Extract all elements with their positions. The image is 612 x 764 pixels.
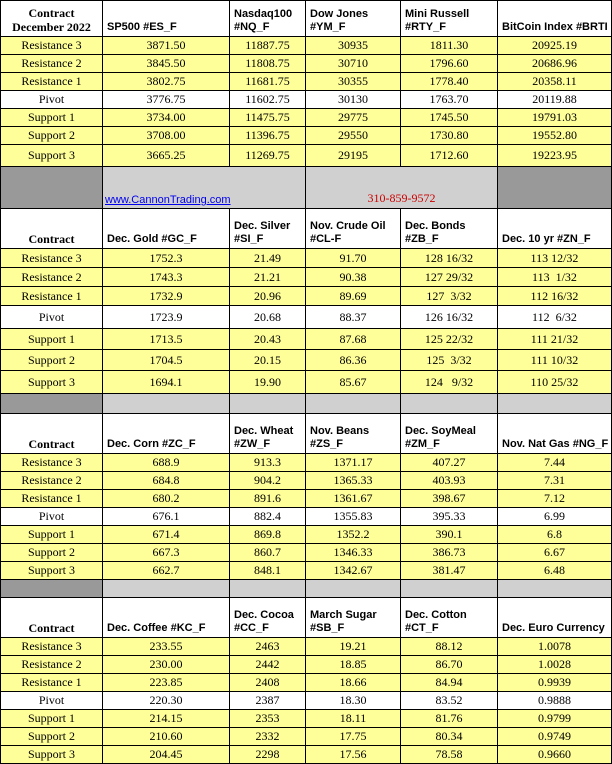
level-value: 112 6/32 bbox=[498, 306, 612, 329]
level-value: 0.9799 bbox=[498, 710, 612, 728]
level-value: 407.27 bbox=[401, 454, 498, 472]
level-value: 3871.50 bbox=[103, 37, 230, 55]
level-value: 2387 bbox=[230, 692, 306, 710]
level-value: 90.38 bbox=[306, 268, 401, 287]
level-value: 21.49 bbox=[230, 249, 306, 268]
level-value: 124 9/32 bbox=[401, 371, 498, 394]
level-value: 126 16/32 bbox=[401, 306, 498, 329]
level-value: 0.9749 bbox=[498, 728, 612, 746]
section-header-row bbox=[1, 598, 612, 638]
level-label: Support 2 bbox=[1, 544, 103, 562]
level-value: 860.7 bbox=[230, 544, 306, 562]
contract-header-cell bbox=[1, 209, 103, 249]
level-value: 1811.30 bbox=[401, 37, 498, 55]
level-value: 1712.60 bbox=[401, 145, 498, 167]
level-value: 1.0028 bbox=[498, 656, 612, 674]
level-value: 684.8 bbox=[103, 472, 230, 490]
level-row bbox=[1, 638, 612, 656]
section-header-row bbox=[1, 209, 612, 249]
level-row bbox=[1, 692, 612, 710]
level-row bbox=[1, 526, 612, 544]
level-value: 11602.75 bbox=[230, 91, 306, 109]
level-value: 3734.00 bbox=[103, 109, 230, 127]
level-value: 848.1 bbox=[230, 562, 306, 580]
instrument-header: Dec. 10 yr #ZN_F bbox=[498, 209, 612, 249]
instrument-header: Dec. Euro Currency bbox=[498, 598, 612, 638]
level-value: 2332 bbox=[230, 728, 306, 746]
level-value: 3802.75 bbox=[103, 73, 230, 91]
level-value: 220.30 bbox=[103, 692, 230, 710]
level-value: 882.4 bbox=[230, 508, 306, 526]
section-separator bbox=[1, 580, 612, 598]
level-value: 29195 bbox=[306, 145, 401, 167]
contract-label: Contract bbox=[28, 6, 75, 20]
level-value: 204.45 bbox=[103, 746, 230, 764]
level-value: 88.12 bbox=[401, 638, 498, 656]
level-row bbox=[1, 55, 612, 73]
level-value: 128 16/32 bbox=[401, 249, 498, 268]
contract-label: Contract bbox=[28, 232, 75, 246]
level-value: 18.66 bbox=[306, 674, 401, 692]
level-value: 6.67 bbox=[498, 544, 612, 562]
level-label: Pivot bbox=[1, 306, 103, 329]
level-label: Resistance 3 bbox=[1, 638, 103, 656]
level-value: 11681.75 bbox=[230, 73, 306, 91]
level-value: 113 1/32 bbox=[498, 268, 612, 287]
instrument-header: Dec. Wheat #ZW_F bbox=[230, 414, 306, 454]
level-value: 20.68 bbox=[230, 306, 306, 329]
level-value: 11808.75 bbox=[230, 55, 306, 73]
instrument-header: Dec. Silver #SI_F bbox=[230, 209, 306, 249]
level-value: 7.12 bbox=[498, 490, 612, 508]
level-value: 0.9939 bbox=[498, 674, 612, 692]
level-value: 11475.75 bbox=[230, 109, 306, 127]
level-value: 3845.50 bbox=[103, 55, 230, 73]
level-value: 112 16/32 bbox=[498, 287, 612, 306]
level-value: 1355.83 bbox=[306, 508, 401, 526]
level-value: 913.3 bbox=[230, 454, 306, 472]
level-value: 6.99 bbox=[498, 508, 612, 526]
separator-cell bbox=[306, 580, 401, 598]
level-value: 30130 bbox=[306, 91, 401, 109]
level-label: Pivot bbox=[1, 91, 103, 109]
level-value: 29775 bbox=[306, 109, 401, 127]
contract-label: Contract bbox=[28, 437, 75, 451]
level-value: 2463 bbox=[230, 638, 306, 656]
level-value: 1730.80 bbox=[401, 127, 498, 145]
level-value: 210.60 bbox=[103, 728, 230, 746]
instrument-header: Nov. Beans #ZS_F bbox=[306, 414, 401, 454]
level-value: 17.56 bbox=[306, 746, 401, 764]
level-value: 1361.67 bbox=[306, 490, 401, 508]
level-value: 1752.3 bbox=[103, 249, 230, 268]
level-row bbox=[1, 109, 612, 127]
level-value: 1352.2 bbox=[306, 526, 401, 544]
level-value: 127 3/32 bbox=[401, 287, 498, 306]
level-value: 2298 bbox=[230, 746, 306, 764]
separator-cell bbox=[498, 167, 612, 209]
level-value: 386.73 bbox=[401, 544, 498, 562]
contract-header-cell bbox=[1, 414, 103, 454]
level-value: 1371.17 bbox=[306, 454, 401, 472]
level-value: 2353 bbox=[230, 710, 306, 728]
level-row bbox=[1, 37, 612, 55]
instrument-header: Dec. Gold #GC_F bbox=[103, 209, 230, 249]
instrument-header: Nasdaq100 #NQ_F bbox=[230, 1, 306, 37]
level-value: 30710 bbox=[306, 55, 401, 73]
level-row bbox=[1, 127, 612, 145]
level-value: 85.67 bbox=[306, 371, 401, 394]
level-value: 11396.75 bbox=[230, 127, 306, 145]
section-separator bbox=[1, 167, 612, 209]
level-value: 20925.19 bbox=[498, 37, 612, 55]
level-value: 30355 bbox=[306, 73, 401, 91]
instrument-header: Nov. Crude Oil #CL-F bbox=[306, 209, 401, 249]
instrument-header: Dec. Cotton #CT_F bbox=[401, 598, 498, 638]
instrument-header: Mini Russell #RTY_F bbox=[401, 1, 498, 37]
level-value: 676.1 bbox=[103, 508, 230, 526]
level-value: 891.6 bbox=[230, 490, 306, 508]
separator-cell bbox=[1, 167, 103, 209]
section-header-row bbox=[1, 414, 612, 454]
level-value: 20686.96 bbox=[498, 55, 612, 73]
level-value: 80.34 bbox=[401, 728, 498, 746]
instrument-header: Dec. Bonds #ZB_F bbox=[401, 209, 498, 249]
level-value: 111 10/32 bbox=[498, 350, 612, 371]
separator-cell bbox=[401, 394, 498, 414]
level-row bbox=[1, 544, 612, 562]
level-value: 869.8 bbox=[230, 526, 306, 544]
level-value: 390.1 bbox=[401, 526, 498, 544]
separator-cell bbox=[401, 580, 498, 598]
level-label: Resistance 3 bbox=[1, 249, 103, 268]
level-label: Support 2 bbox=[1, 728, 103, 746]
separator-cell bbox=[1, 394, 103, 414]
separator-cell bbox=[306, 394, 401, 414]
level-label: Support 1 bbox=[1, 526, 103, 544]
level-value: 0.9660 bbox=[498, 746, 612, 764]
level-value: 3708.00 bbox=[103, 127, 230, 145]
instrument-header: BitCoin Index #BRTI bbox=[498, 1, 612, 37]
level-value: 86.70 bbox=[401, 656, 498, 674]
level-value: 1796.60 bbox=[401, 55, 498, 73]
level-value: 19791.03 bbox=[498, 109, 612, 127]
level-value: 125 3/32 bbox=[401, 350, 498, 371]
level-value: 1704.5 bbox=[103, 350, 230, 371]
level-value: 111 21/32 bbox=[498, 329, 612, 350]
level-label: Support 2 bbox=[1, 127, 103, 145]
level-value: 230.00 bbox=[103, 656, 230, 674]
level-value: 18.11 bbox=[306, 710, 401, 728]
level-label: Resistance 3 bbox=[1, 37, 103, 55]
separator-cell bbox=[1, 580, 103, 598]
level-value: 214.15 bbox=[103, 710, 230, 728]
level-value: 1713.5 bbox=[103, 329, 230, 350]
level-label: Resistance 1 bbox=[1, 674, 103, 692]
level-value: 11887.75 bbox=[230, 37, 306, 55]
contract-month: December 2022 bbox=[12, 20, 91, 34]
level-label: Resistance 1 bbox=[1, 490, 103, 508]
level-row bbox=[1, 306, 612, 329]
level-value: 381.47 bbox=[401, 562, 498, 580]
level-label: Resistance 2 bbox=[1, 472, 103, 490]
level-value: 19.21 bbox=[306, 638, 401, 656]
level-row bbox=[1, 371, 612, 394]
level-value: 6.48 bbox=[498, 562, 612, 580]
level-value: 17.75 bbox=[306, 728, 401, 746]
level-row bbox=[1, 350, 612, 371]
level-value: 21.21 bbox=[230, 268, 306, 287]
level-row bbox=[1, 746, 612, 764]
level-value: 83.52 bbox=[401, 692, 498, 710]
contract-header-cell bbox=[1, 1, 103, 37]
level-value: 3665.25 bbox=[103, 145, 230, 167]
level-label: Pivot bbox=[1, 692, 103, 710]
level-row bbox=[1, 710, 612, 728]
level-value: 6.8 bbox=[498, 526, 612, 544]
level-value: 2442 bbox=[230, 656, 306, 674]
level-row bbox=[1, 287, 612, 306]
level-row bbox=[1, 73, 612, 91]
level-value: 29550 bbox=[306, 127, 401, 145]
level-value: 78.58 bbox=[401, 746, 498, 764]
level-value: 0.9888 bbox=[498, 692, 612, 710]
level-value: 1763.70 bbox=[401, 91, 498, 109]
level-value: 19.90 bbox=[230, 371, 306, 394]
level-value: 1365.33 bbox=[306, 472, 401, 490]
level-value: 398.67 bbox=[401, 490, 498, 508]
phone-number: 310-859-9572 bbox=[306, 167, 498, 209]
level-row bbox=[1, 91, 612, 109]
contract-label: Contract bbox=[28, 621, 75, 635]
level-value: 688.9 bbox=[103, 454, 230, 472]
level-label: Support 3 bbox=[1, 145, 103, 167]
level-value: 2408 bbox=[230, 674, 306, 692]
level-value: 86.36 bbox=[306, 350, 401, 371]
level-value: 233.55 bbox=[103, 638, 230, 656]
level-row bbox=[1, 249, 612, 268]
level-value: 1743.3 bbox=[103, 268, 230, 287]
level-value: 110 25/32 bbox=[498, 371, 612, 394]
level-value: 113 12/32 bbox=[498, 249, 612, 268]
level-label: Resistance 1 bbox=[1, 73, 103, 91]
level-value: 680.2 bbox=[103, 490, 230, 508]
separator-cell bbox=[498, 394, 612, 414]
level-value: 1694.1 bbox=[103, 371, 230, 394]
level-label: Support 1 bbox=[1, 710, 103, 728]
level-value: 19223.95 bbox=[498, 145, 612, 167]
section-separator bbox=[1, 394, 612, 414]
instrument-header: Dec. Coffee #KC_F bbox=[103, 598, 230, 638]
separator-cell bbox=[498, 580, 612, 598]
instrument-header: Dow Jones #YM_F bbox=[306, 1, 401, 37]
instrument-header: Nov. Nat Gas #NG_F bbox=[498, 414, 612, 454]
section-header-row bbox=[1, 1, 612, 37]
level-row bbox=[1, 562, 612, 580]
level-row bbox=[1, 728, 612, 746]
level-row bbox=[1, 490, 612, 508]
separator-cell bbox=[103, 394, 230, 414]
level-value: 395.33 bbox=[401, 508, 498, 526]
level-value: 91.70 bbox=[306, 249, 401, 268]
level-value: 20.96 bbox=[230, 287, 306, 306]
level-value: 20.43 bbox=[230, 329, 306, 350]
level-value: 19552.80 bbox=[498, 127, 612, 145]
level-label: Support 2 bbox=[1, 350, 103, 371]
level-value: 1346.33 bbox=[306, 544, 401, 562]
level-label: Support 3 bbox=[1, 371, 103, 394]
level-value: 1778.40 bbox=[401, 73, 498, 91]
level-value: 89.69 bbox=[306, 287, 401, 306]
instrument-header: March Sugar #SB_F bbox=[306, 598, 401, 638]
level-value: 125 22/32 bbox=[401, 329, 498, 350]
level-row bbox=[1, 674, 612, 692]
level-label: Resistance 2 bbox=[1, 268, 103, 287]
instrument-header: Dec. Corn #ZC_F bbox=[103, 414, 230, 454]
level-value: 20358.11 bbox=[498, 73, 612, 91]
level-label: Support 3 bbox=[1, 746, 103, 764]
level-label: Support 1 bbox=[1, 329, 103, 350]
level-value: 3776.75 bbox=[103, 91, 230, 109]
level-label: Support 1 bbox=[1, 109, 103, 127]
level-row bbox=[1, 656, 612, 674]
level-row bbox=[1, 508, 612, 526]
level-label: Support 3 bbox=[1, 562, 103, 580]
level-row bbox=[1, 145, 612, 167]
level-label: Resistance 1 bbox=[1, 287, 103, 306]
separator-cell bbox=[230, 394, 306, 414]
level-row bbox=[1, 329, 612, 350]
contract-header-cell bbox=[1, 598, 103, 638]
website-link[interactable]: www.CannonTrading.com bbox=[103, 167, 306, 209]
level-label: Resistance 3 bbox=[1, 454, 103, 472]
level-value: 30935 bbox=[306, 37, 401, 55]
level-value: 88.37 bbox=[306, 306, 401, 329]
instrument-header: Dec. Cocoa #CC_F bbox=[230, 598, 306, 638]
level-value: 87.68 bbox=[306, 329, 401, 350]
level-value: 662.7 bbox=[103, 562, 230, 580]
level-row bbox=[1, 454, 612, 472]
level-value: 11269.75 bbox=[230, 145, 306, 167]
level-value: 1342.67 bbox=[306, 562, 401, 580]
level-value: 20119.88 bbox=[498, 91, 612, 109]
level-value: 127 29/32 bbox=[401, 268, 498, 287]
level-label: Resistance 2 bbox=[1, 55, 103, 73]
level-row bbox=[1, 268, 612, 287]
level-value: 667.3 bbox=[103, 544, 230, 562]
level-value: 1.0078 bbox=[498, 638, 612, 656]
instrument-header: SP500 #ES_F bbox=[103, 1, 230, 37]
instrument-header: Dec. SoyMeal #ZM_F bbox=[401, 414, 498, 454]
level-value: 18.30 bbox=[306, 692, 401, 710]
level-value: 1745.50 bbox=[401, 109, 498, 127]
level-value: 84.94 bbox=[401, 674, 498, 692]
separator-cell bbox=[103, 580, 230, 598]
level-label: Pivot bbox=[1, 508, 103, 526]
level-value: 20.15 bbox=[230, 350, 306, 371]
level-value: 81.76 bbox=[401, 710, 498, 728]
level-value: 904.2 bbox=[230, 472, 306, 490]
separator-cell bbox=[230, 580, 306, 598]
level-value: 1723.9 bbox=[103, 306, 230, 329]
level-value: 671.4 bbox=[103, 526, 230, 544]
level-value: 7.31 bbox=[498, 472, 612, 490]
level-value: 223.85 bbox=[103, 674, 230, 692]
level-value: 18.85 bbox=[306, 656, 401, 674]
level-row bbox=[1, 472, 612, 490]
level-label: Resistance 2 bbox=[1, 656, 103, 674]
level-value: 403.93 bbox=[401, 472, 498, 490]
level-value: 7.44 bbox=[498, 454, 612, 472]
level-value: 1732.9 bbox=[103, 287, 230, 306]
